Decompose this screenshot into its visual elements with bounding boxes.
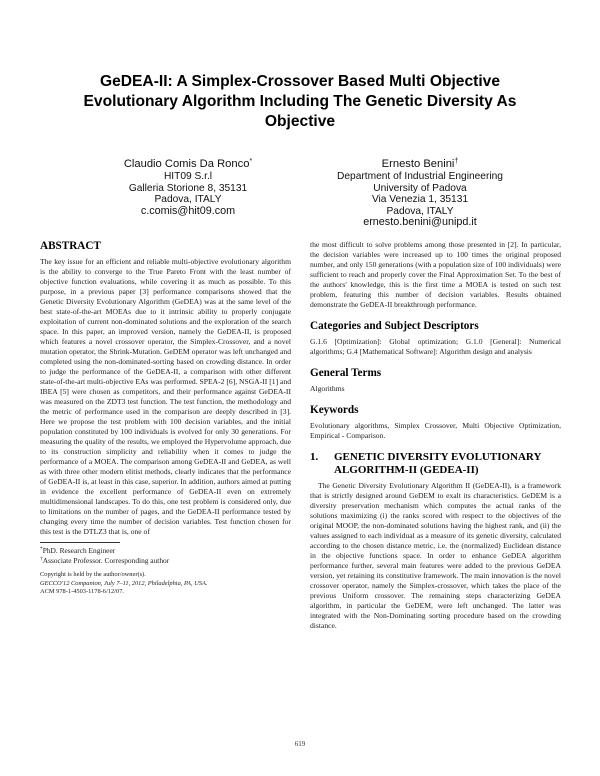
author-email[interactable]: c.comis@hit09.com	[140, 204, 236, 217]
section-heading-line: ALGORITHM-II (GEDEA-II)	[334, 464, 479, 476]
footnote-text: Associate Professor. Corresponding author	[42, 555, 170, 565]
title-line: Objective	[264, 113, 336, 130]
author-affiliation-line: University of Padova	[373, 182, 467, 194]
page-number: 619	[294, 740, 306, 748]
copyright-line: Copyright is held by the author/owner(s).	[40, 571, 146, 579]
author-affiliation-line: Padova, ITALY	[386, 205, 454, 217]
left-column	[40, 240, 291, 597]
abstract-continued-text: the most difficult to solve problems among those presented in [2]. In particular, the decision variables were increased up to 100 times the original proposed number, and only 150 generations (with a population size of 100 individuals) were sufficient to reach and properly cover the Final Approximation Set. To the best of the authors' knowledge, this is the first time a MOEA is tested on such test problem, featuring this number of decision variables. Results obtained demonstrate the GeDEA-II breakthrough performance.	[310, 240, 561, 309]
footnote	[40, 546, 291, 556]
section-number: 1.	[310, 451, 319, 463]
section-1-text: The Genetic Diversity Evolutionary Algorithm II (GeDEA-II), is a framework that is strictly designed around GeDEM to exalt its characteristics. GeDEM is a diversity preservation mechanism which computes the actual ranks of the solutions maximizing (i) the ranks scored with respect to the objectives of the original MOOP, the non-dominated solutions having the highest rank, and (ii) the values assigned to each individual as a measure of its genetic diversity, calculated according to the chosen distance metric, i.e. the (normalized) Euclidean distance in the objective functions space. In order to enhance GeDEA algorithm performance further, several main features were added to the previous GeDEA version, yet retaining its constitutive framework. The main innovation is the novel crossover operator, namely the Simplex-crossover, which takes the place of the previous Uniform crossover. The remaining steps characterizing GeDEA algorithm, in particular the GeDEM, were left unchanged. The latter was integrated with the Non-Dominating sorting procedure based on the crowding distance.	[310, 481, 561, 630]
author-mark: *	[249, 158, 253, 165]
footnote-mark: †	[40, 555, 43, 562]
paper-title	[40, 72, 560, 132]
author-affiliation-line: HIT09 S.r.l	[163, 171, 213, 182]
author-block-2	[300, 158, 540, 229]
author-name: Ernesto Benini	[381, 158, 455, 170]
keywords-heading: Keywords	[310, 404, 359, 416]
title-line: GeDEA-II: A Simplex-Crossover Based Multi Objective	[99, 73, 501, 90]
section-1-heading	[310, 451, 561, 477]
categories-text: G.1.6 [Optimization]: Global optimization; G.1.0 [General]: Numerical algorithms; G.4 [Mathematical Software]: Algorithm design and analysis	[310, 337, 561, 356]
author-affiliation-line: Padova, ITALY	[154, 194, 222, 206]
author-name: Claudio Comis Da Ronco	[123, 158, 250, 170]
footnote-text: PhD. Research Engineer	[42, 546, 116, 555]
abstract-heading: ABSTRACT	[40, 240, 101, 252]
copyright-line: ACM 978-1-4503-1178-6/12/07.	[40, 588, 124, 596]
author-email[interactable]: ernesto.benini@unipd.it	[363, 216, 477, 229]
categories-heading: Categories and Subject Descriptors	[310, 320, 479, 332]
footnote-divider	[40, 542, 120, 543]
general-terms-heading: General Terms	[310, 367, 382, 379]
author-affiliation-line: Department of Industrial Engineering	[337, 171, 503, 182]
copyright-notice	[40, 571, 291, 597]
copyright-line: GECCO'12 Companion, July 7–11, 2012, Philadelphia, PA, USA.	[40, 579, 208, 587]
author-affiliation-line: Via Venezia 1, 35131	[371, 194, 469, 206]
keywords-text: Evolutionary algorithms, Simplex Crossover, Multi Objective Optimization, Empirical - Comparison.	[310, 421, 561, 440]
footnote	[40, 556, 291, 566]
footnote-mark: *	[40, 546, 43, 552]
author-mark: †	[454, 158, 459, 165]
general-terms-text: Algorithms	[310, 384, 345, 393]
right-column	[310, 240, 561, 631]
author-affiliation-line: Galleria Storione 8, 35131	[128, 182, 248, 194]
author-block-1	[88, 158, 288, 217]
title-line: Evolutionary Algorithm Including The Genetic Diversity As	[83, 93, 517, 110]
abstract-text: The key issue for an efficient and reliable multi-objective evolutionary algorithm is the ability to converge to the True Pareto Front with the least number of objective function evaluations, while covering it as much as possible. To this purpose, in a previous paper [3] performance comparisons showed that the Genetic Diversity Evolutionary Algorithm (GeDEA) was at the same level of the best state-of-the-art MOEAs due to it intrinsic ability to properly conjugate exploitation of current non-dominated solutions and the exploration of the search space. In this paper, an improved version, namely the GeDEA-II, is proposed which features a novel crossover operator, the Simplex-Crossover, and a novel mutation operator, the Shrink-Mutation. GeDEM operator was left unchanged and completed using the non-dominated-sorting based on crowding distance. In order to judge the performance of the GeDEA-II, a comparison with other different state-of-the-art multi-objective EAs was performed. SPEA-2 [6], NSGA-II [1] and IBEA [5] were chosen as competitors, and their performance against GeDEA-II was measured on the ZDT3 test function. The test function, the methodology and the metric of performance used in the comparison are deeply described in [3]. Here we propose the test problem with 100 decision variables, and the initial population constituted by 100 individuals is evolved for only 30 generations. For measuring the quality of the results, we employed the Hypervolume approach, due to its construction simplicity and reliability when it comes to judge the performance of a MOEA. The comparison among GeDEA-II and GeDEA, as well as with three other modern elitist methods, clearly indicates that the performance of GeDEA-II is, at least in this case, superior. In addition, authors aimed at putting in evidence the excellent performance of GeDEA-II even on extremely multidimensional landscapes. To do this, one test problem is considered only, due to limitations on the number of pages, and the GeDEA-II performance tested by changing every time the number of decision variables. Test function chosen for this test is the DTLZ3 that is, one of	[40, 257, 291, 536]
section-heading-line: GENETIC DIVERSITY EVOLUTIONARY	[334, 451, 542, 463]
